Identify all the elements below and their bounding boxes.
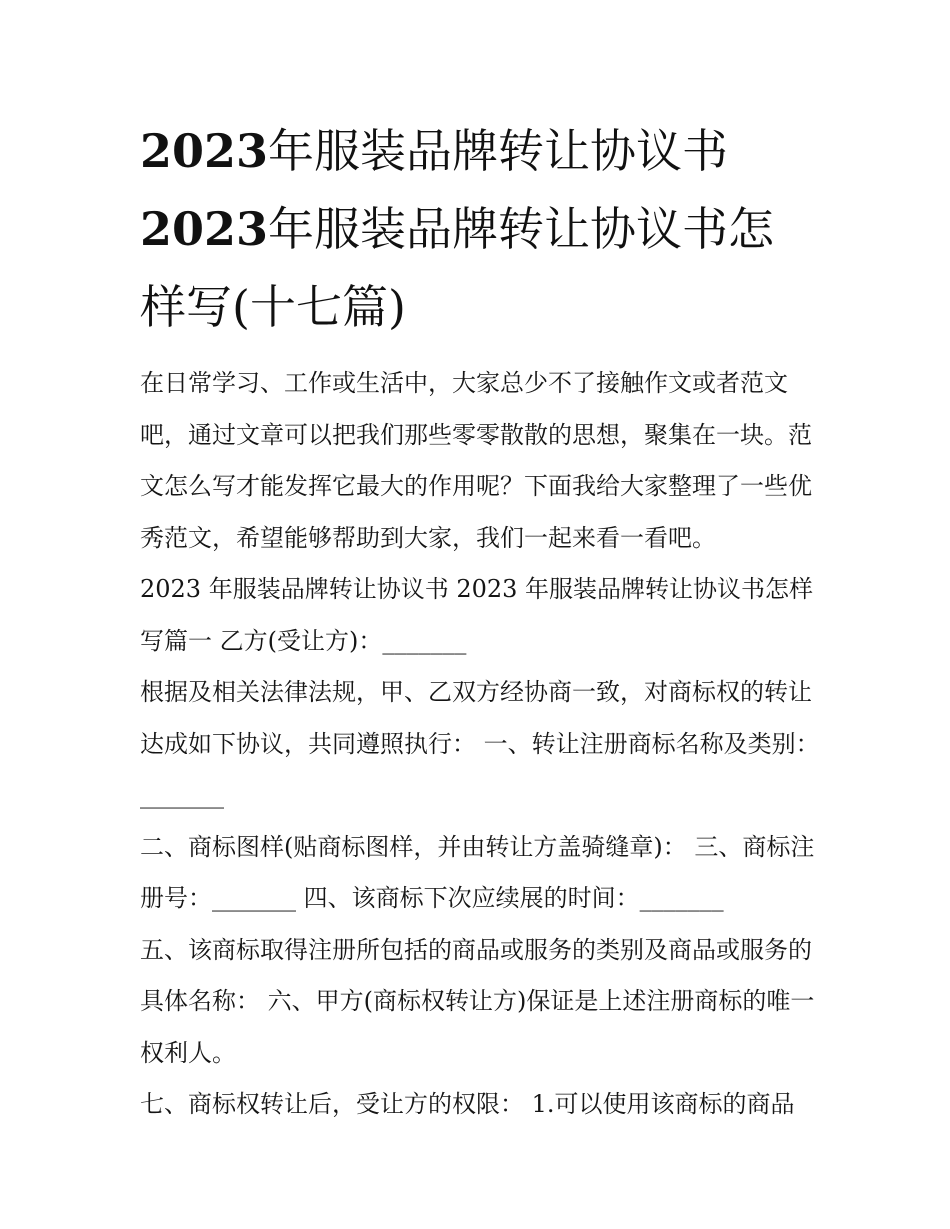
title-line2-text: 年服装品牌转让协议书怎样写(十七篇) xyxy=(140,202,775,334)
title-line2-year: 2023 xyxy=(140,202,269,256)
document-body xyxy=(140,112,820,1131)
paragraph-heading-part-b: 2023 年服装品牌转让协议书 2023 年服装品牌转让协议书怎样写篇一 乙方(受让方)：_______ xyxy=(140,575,814,655)
paragraph-clause-7: 七、商标权转让后，受让方的权限： 1.可以使用该商标的商品 xyxy=(140,1090,795,1118)
document-title xyxy=(140,112,820,346)
paragraph-agreement-clause-1: 根据及相关法律法规，甲、乙双方经协商一致，对商标权的转让达成如下协议，共同遵照执行： 一、转让注册商标名称及类别：_______ xyxy=(140,678,820,809)
title-line1-year: 2023 xyxy=(140,124,269,178)
paragraph-intro: 在日常学习、工作或生活中，大家总少不了接触作文或者范文吧，通过文章可以把我们那些零零散散的思想，聚集在一块。范文怎么写才能发挥它最大的作用呢？下面我给大家整理了一些优秀范文，希望能够帮助到大家，我们一起来看一看吧。 xyxy=(140,369,812,552)
paragraph-clauses-2-4: 二、商标图样(贴商标图样，并由转让方盖骑缝章)： 三、商标注册号：_______ 四、该商标下次应续展的时间：_______ xyxy=(140,832,815,912)
paragraph-clauses-5-6: 五、该商标取得注册所包括的商品或服务的类别及商品或服务的具体名称： 六、甲方(商标权转让方)保证是上述注册商标的唯一权利人。 xyxy=(140,935,815,1067)
title-line1-text: 年服装品牌转让协议书 xyxy=(268,124,729,178)
